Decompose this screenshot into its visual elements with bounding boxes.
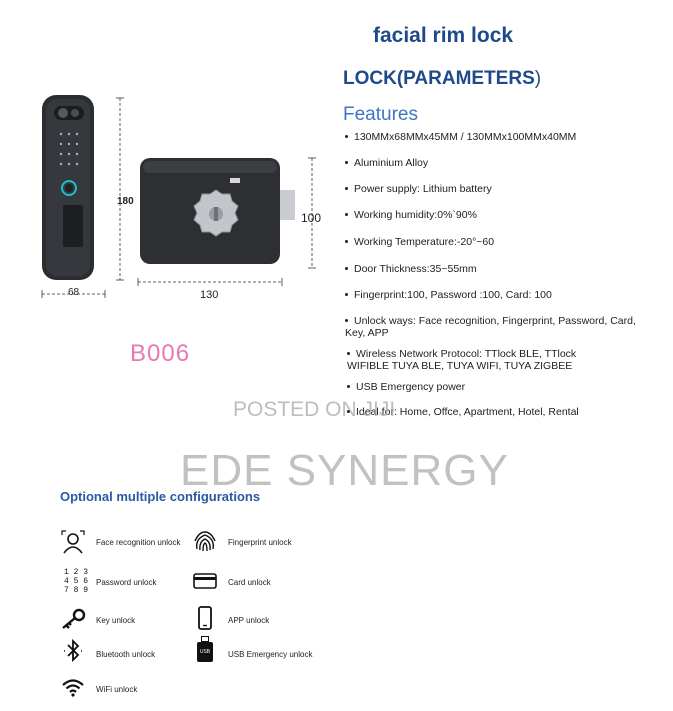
watermark-brand: EDE SYNERGY [180, 446, 509, 495]
features-heading: Features [343, 104, 418, 125]
feature-item: Ideal for: Home, Offce, Apartment, Hotel, Rental [347, 406, 579, 418]
usb-icon: USB [197, 636, 213, 664]
feature-item: Fingerprint:100, Password :100, Card: 100 [345, 289, 552, 301]
watermark-posted: POSTED ON JIJI [233, 398, 396, 421]
config-label: Card unlock [228, 578, 271, 587]
model-number: B006 [130, 340, 191, 367]
config-label: Face recognition unlock [96, 538, 181, 547]
config-label: APP unlock [228, 616, 270, 625]
bluetooth-icon [60, 638, 86, 664]
product-illustration [30, 90, 340, 305]
parameters-heading-text: LOCK(PARAMETERS [343, 68, 535, 89]
front-panel [42, 95, 94, 280]
bullet-icon [347, 352, 350, 355]
config-label: USB Emergency unlock [228, 650, 313, 659]
parameters-heading-paren: ) [534, 68, 542, 89]
config-label: Bluetooth unlock [96, 650, 156, 659]
phone-icon [192, 605, 218, 631]
front-height-label: 180 [117, 196, 134, 207]
feature-item: Aluminium Alloy [345, 157, 428, 169]
bullet-icon [345, 187, 348, 190]
bullet-icon [345, 293, 348, 296]
keypad-icon: 1 2 3 4 5 6 7 8 9 [64, 568, 89, 595]
bullet-icon [345, 240, 348, 243]
face-icon [60, 529, 86, 555]
feature-item: Power supply: Lithium battery [345, 183, 492, 195]
card-icon [192, 568, 218, 594]
fingerprint-icon [192, 529, 218, 555]
wifi-icon [60, 674, 86, 700]
feature-item: Door Thickness:35~55mm [345, 263, 477, 275]
lock-body [140, 158, 295, 264]
parameters-heading [343, 68, 541, 90]
bullet-icon [345, 135, 348, 138]
config-label: Password unlock [96, 578, 157, 587]
config-label: WiFi unlock [96, 685, 138, 694]
config-label: Fingerprint unlock [228, 538, 292, 547]
key-icon [60, 606, 86, 632]
feature-item: 130MMx68MMx45MM / 130MMx100MMx40MM [345, 131, 576, 143]
feature-item: Wireless Network Protocol: TTlock BLE, TTlock WIFIBLE TUYA BLE, TUYA WIFI, TUYA ZIGBEE [347, 348, 577, 372]
body-width-label: 130 [200, 289, 219, 301]
front-width-label: 68 [68, 287, 80, 298]
feature-item: Unlock ways: Face recognition, Fingerprint, Password, Card, Key, APP [345, 315, 636, 339]
bullet-icon [345, 267, 348, 270]
page-title: facial rim lock [373, 24, 514, 47]
body-height-label: 100 [301, 211, 322, 225]
configurations-heading: Optional multiple configurations [60, 489, 261, 504]
bullet-icon [345, 213, 348, 216]
bullet-icon [345, 319, 348, 322]
feature-item: USB Emergency power [347, 381, 465, 393]
feature-item: Working humidity:0%`90% [345, 209, 477, 221]
bullet-icon [347, 385, 350, 388]
config-label: Key unlock [96, 616, 136, 625]
feature-item: Working Temperature:-20°~60 [345, 236, 494, 248]
bullet-icon [345, 161, 348, 164]
